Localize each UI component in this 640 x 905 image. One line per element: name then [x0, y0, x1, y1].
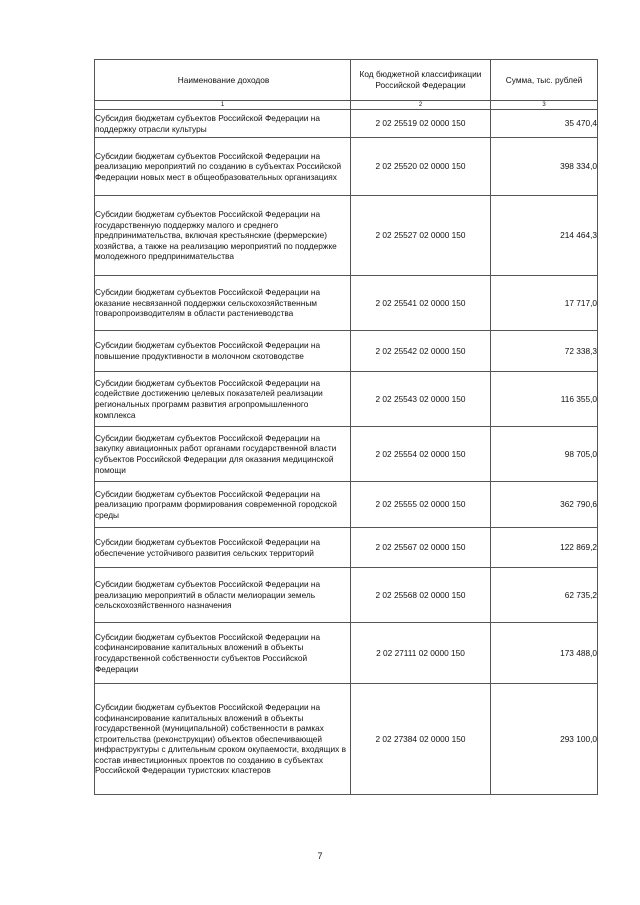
table-header-row	[95, 60, 598, 101]
row-code: 2 02 25519 02 0000 150	[351, 110, 491, 138]
table-row	[95, 276, 598, 331]
row-code: 2 02 25520 02 0000 150	[351, 138, 491, 196]
column-number-row	[95, 101, 598, 110]
row-sum: 122 869,2	[491, 528, 598, 568]
table-row	[95, 110, 598, 138]
row-code: 2 02 25568 02 0000 150	[351, 568, 491, 623]
row-sum: 17 717,0	[491, 276, 598, 331]
row-sum: 398 334,0	[491, 138, 598, 196]
row-name: Субсидии бюджетам субъектов Российской Федерации на государственную поддержку малого и среднего предпринимательства, включая крестьянские (фермерские) хозяйства, а также на реализацию мероприятий по поддержке молодежного предпринимательства	[95, 196, 351, 276]
row-code: 2 02 25542 02 0000 150	[351, 331, 491, 372]
row-name: Субсидии бюджетам субъектов Российской Федерации на реализацию мероприятий по созданию в субъектах Российской Федерации новых мест в общеобразовательных организациях	[95, 138, 351, 196]
row-code: 2 02 25527 02 0000 150	[351, 196, 491, 276]
table-row	[95, 684, 598, 795]
column-number: 1	[95, 101, 351, 110]
row-name: Субсидии бюджетам субъектов Российской Федерации на обеспечение устойчивого развития сельских территорий	[95, 528, 351, 568]
row-name: Субсидии бюджетам субъектов Российской Федерации на реализацию мероприятий в области мелиорации земель сельскохозяйственного назначения	[95, 568, 351, 623]
column-number: 2	[351, 101, 491, 110]
page-number: 7	[317, 851, 323, 861]
table-row	[95, 427, 598, 482]
row-name: Субсидии бюджетам субъектов Российской Федерации на софинансирование капитальных вложений в объекты государственной собственности субъектов Российской Федерации	[95, 623, 351, 684]
header-sum: Сумма, тыс. рублей	[491, 60, 598, 101]
row-sum: 98 705,0	[491, 427, 598, 482]
table-row	[95, 568, 598, 623]
row-code: 2 02 27111 02 0000 150	[351, 623, 491, 684]
row-sum: 362 790,6	[491, 482, 598, 528]
revenue-table	[94, 59, 598, 795]
row-name: Субсидии бюджетам субъектов Российской Федерации на содействие достижению целевых показателей реализации региональных программ развития агропромышленного комплекса	[95, 372, 351, 427]
row-sum: 293 100,0	[491, 684, 598, 795]
table-row	[95, 196, 598, 276]
table-row	[95, 138, 598, 196]
row-sum: 62 735,2	[491, 568, 598, 623]
row-sum: 35 470,4	[491, 110, 598, 138]
row-name: Субсидии бюджетам субъектов Российской Федерации на софинансирование капитальных вложений в объекты государственной (муниципальной) собственности в рамках строительства (реконструкции) объектов обеспечивающей инфраструктуры с длительным сроком окупаемости, входящих в состав инвестиционных проектов по созданию в субъектах Российской Федерации туристских кластеров	[95, 684, 351, 795]
header-code: Код бюджетной классификации Российской Федерации	[351, 60, 491, 101]
column-number: 3	[491, 101, 598, 110]
row-name: Субсидии бюджетам субъектов Российской Федерации на реализацию программ формирования современной городской среды	[95, 482, 351, 528]
table-row	[95, 623, 598, 684]
row-sum: 72 338,3	[491, 331, 598, 372]
row-code: 2 02 25567 02 0000 150	[351, 528, 491, 568]
row-sum: 173 488,0	[491, 623, 598, 684]
row-code: 2 02 25543 02 0000 150	[351, 372, 491, 427]
table-row	[95, 372, 598, 427]
table-row	[95, 528, 598, 568]
row-sum: 214 464,3	[491, 196, 598, 276]
row-name: Субсидия бюджетам субъектов Российской Федерации на поддержку отрасли культуры	[95, 110, 351, 138]
row-code: 2 02 25555 02 0000 150	[351, 482, 491, 528]
row-sum: 116 355,0	[491, 372, 598, 427]
row-code: 2 02 27384 02 0000 150	[351, 684, 491, 795]
row-name: Субсидии бюджетам субъектов Российской Федерации на закупку авиационных работ органами государственной власти субъектов Российской Федерации для оказания медицинской помощи	[95, 427, 351, 482]
header-name: Наименование доходов	[95, 60, 351, 101]
table-row	[95, 331, 598, 372]
row-name: Субсидии бюджетам субъектов Российской Федерации на повышение продуктивности в молочном скотоводстве	[95, 331, 351, 372]
row-code: 2 02 25541 02 0000 150	[351, 276, 491, 331]
table-row	[95, 482, 598, 528]
row-name: Субсидии бюджетам субъектов Российской Федерации на оказание несвязанной поддержки сельскохозяйственным товаропроизводителям в области растениеводства	[95, 276, 351, 331]
row-code: 2 02 25554 02 0000 150	[351, 427, 491, 482]
